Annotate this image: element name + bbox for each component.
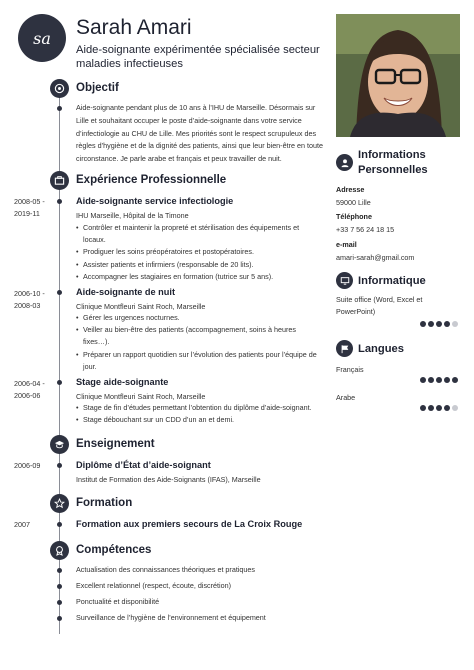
skill-item: Excellent relationnel (respect, écoute, discrétion) bbox=[76, 581, 232, 590]
rating-dot bbox=[436, 377, 442, 383]
target-icon bbox=[50, 79, 69, 98]
monitor-icon bbox=[336, 272, 353, 289]
list-item: • Veiller au bien-être des patients (accompagnement, soins à heures fixes…). bbox=[76, 324, 321, 348]
section-title-infos bbox=[358, 148, 428, 178]
job-title: Stage aide-soignante bbox=[76, 377, 169, 387]
rating-dot bbox=[420, 321, 426, 327]
section-title-experience: Expérience Professionnelle bbox=[76, 174, 227, 186]
address-label: Adresse bbox=[336, 185, 365, 194]
timeline-dot bbox=[57, 600, 62, 605]
job-employer: Clinique Montfleuri Saint Roch, Marseille bbox=[76, 302, 206, 311]
section-title-competences: Compétences bbox=[76, 544, 152, 556]
objectif-text: Aide-soignante pendant plus de 10 ans à l’IHU de Marseille. Désormais sur Lille et souhaitant occuper le poste d’aide-soignante dans votre service d’infectiologie au CHU de Lille. Mes priorités sont le respect scrupuleux des règles d’hygiène et de la dignité des patients, ainsi que leur bien-être en toute circonstance. Je parle arabe et français et peux travailler de nuit. bbox=[76, 103, 323, 164]
infos-title-line1: Informations bbox=[358, 149, 426, 161]
job-employer: Clinique Montfleuri Saint Roch, Marseille bbox=[76, 392, 206, 401]
flag-icon bbox=[336, 340, 353, 357]
rating-dot bbox=[444, 377, 450, 383]
language-name: Français bbox=[336, 365, 364, 374]
phone-value: +33 7 56 24 18 15 bbox=[336, 225, 395, 234]
job-employer: IHU Marseille, Hôpital de la Timone bbox=[76, 211, 189, 220]
email-label: e-mail bbox=[336, 240, 357, 249]
training-date: 2007 bbox=[14, 520, 30, 529]
rating-dot bbox=[452, 377, 458, 383]
list-item: • Assister patients et infirmiers (responsable de 20 lits). bbox=[76, 259, 321, 271]
job-title: Aide-soignante service infectiologie bbox=[76, 196, 234, 206]
job-date: 2006-04 - 2006-06 bbox=[14, 379, 45, 400]
rating-dot bbox=[444, 321, 450, 327]
user-icon bbox=[336, 154, 353, 171]
degree-title: Diplôme d’État d’aide-soignant bbox=[76, 460, 211, 470]
language-rating bbox=[420, 405, 458, 411]
rating-dot bbox=[428, 321, 434, 327]
list-item: • Accompagner les stagiaires en formation (tutrice sur 5 ans). bbox=[76, 271, 321, 283]
job-duties-list bbox=[76, 402, 321, 426]
rating-dot bbox=[452, 321, 458, 327]
list-item: • Préparer un rapport quotidien sur l’évolution des patients pour l’équipe de jour. bbox=[76, 349, 321, 373]
it-skill-rating bbox=[420, 321, 458, 327]
timeline-dot bbox=[57, 463, 62, 468]
job-date: 2008-05 - 2019-11 bbox=[14, 197, 45, 218]
education-date: 2006-09 bbox=[14, 461, 41, 470]
training-title: Formation aux premiers secours de La Croix Rouge bbox=[76, 519, 303, 529]
rating-dot bbox=[444, 405, 450, 411]
infos-title-line2: Personnelles bbox=[358, 164, 428, 176]
award-icon bbox=[50, 541, 69, 560]
rating-dot bbox=[436, 321, 442, 327]
rating-dot bbox=[420, 405, 426, 411]
section-title-objectif: Objectif bbox=[76, 82, 119, 94]
timeline-dot bbox=[57, 199, 62, 204]
candidate-headline: Aide-soignante expérimentée spécialisée secteur maladies infectieuses bbox=[76, 44, 320, 70]
list-item: • Stage débouchant sur un CDD d’un an et demi. bbox=[76, 414, 321, 426]
section-title-informatique: Informatique bbox=[358, 275, 426, 287]
skill-item: Actualisation des connaissances théoriques et pratiques bbox=[76, 565, 255, 574]
email-value: amari-sarah@gmail.com bbox=[336, 253, 415, 262]
rating-dot bbox=[428, 405, 434, 411]
skill-item: Surveillance de l’hygiène de l’environnement et équipement bbox=[76, 613, 266, 622]
profile-photo bbox=[336, 14, 460, 137]
timeline-dot bbox=[57, 290, 62, 295]
job-duties-list bbox=[76, 312, 321, 373]
rating-dot bbox=[420, 377, 426, 383]
graduation-cap-icon bbox=[50, 435, 69, 454]
timeline-dot bbox=[57, 522, 62, 527]
school-name: Institut de Formation des Aide-Soignants (IFAS), Marseille bbox=[76, 475, 261, 484]
rating-dot bbox=[436, 405, 442, 411]
timeline-dot bbox=[57, 380, 62, 385]
language-name: Arabe bbox=[336, 393, 356, 402]
section-title-formation: Formation bbox=[76, 497, 133, 509]
language-rating bbox=[420, 377, 458, 383]
job-duties-list bbox=[76, 222, 321, 283]
timeline-dot bbox=[57, 106, 62, 111]
logo-initials: sa bbox=[33, 28, 51, 48]
monogram-logo bbox=[18, 14, 66, 62]
section-title-enseignement: Enseignement bbox=[76, 438, 155, 450]
phone-label: Téléphone bbox=[336, 212, 372, 221]
skill-item: Ponctualité et disponibilité bbox=[76, 597, 160, 606]
timeline-dot bbox=[57, 568, 62, 573]
it-skill: Suite office (Word, Excel et PowerPoint) bbox=[336, 295, 423, 316]
list-item: • Gérer les urgences nocturnes. bbox=[76, 312, 321, 324]
list-item: • Stage de fin d’études permettant l’obtention du diplôme d’aide-soignant. bbox=[76, 402, 321, 414]
timeline-dot bbox=[57, 616, 62, 621]
address-value: 59000 Lille bbox=[336, 198, 371, 207]
section-title-langues: Langues bbox=[358, 343, 405, 355]
timeline-dot bbox=[57, 584, 62, 589]
star-icon bbox=[50, 494, 69, 513]
job-date: 2006-10 - 2008-03 bbox=[14, 289, 45, 310]
job-title: Aide-soignante de nuit bbox=[76, 287, 176, 297]
list-item: • Prodiguer les soins préopératoires et postopératoires. bbox=[76, 246, 321, 258]
rating-dot bbox=[452, 405, 458, 411]
briefcase-icon bbox=[50, 171, 69, 190]
list-item: • Contrôler et maintenir la propreté et stérilisation des équipements et locaux. bbox=[76, 222, 321, 246]
candidate-name: Sarah Amari bbox=[76, 16, 192, 39]
rating-dot bbox=[428, 377, 434, 383]
